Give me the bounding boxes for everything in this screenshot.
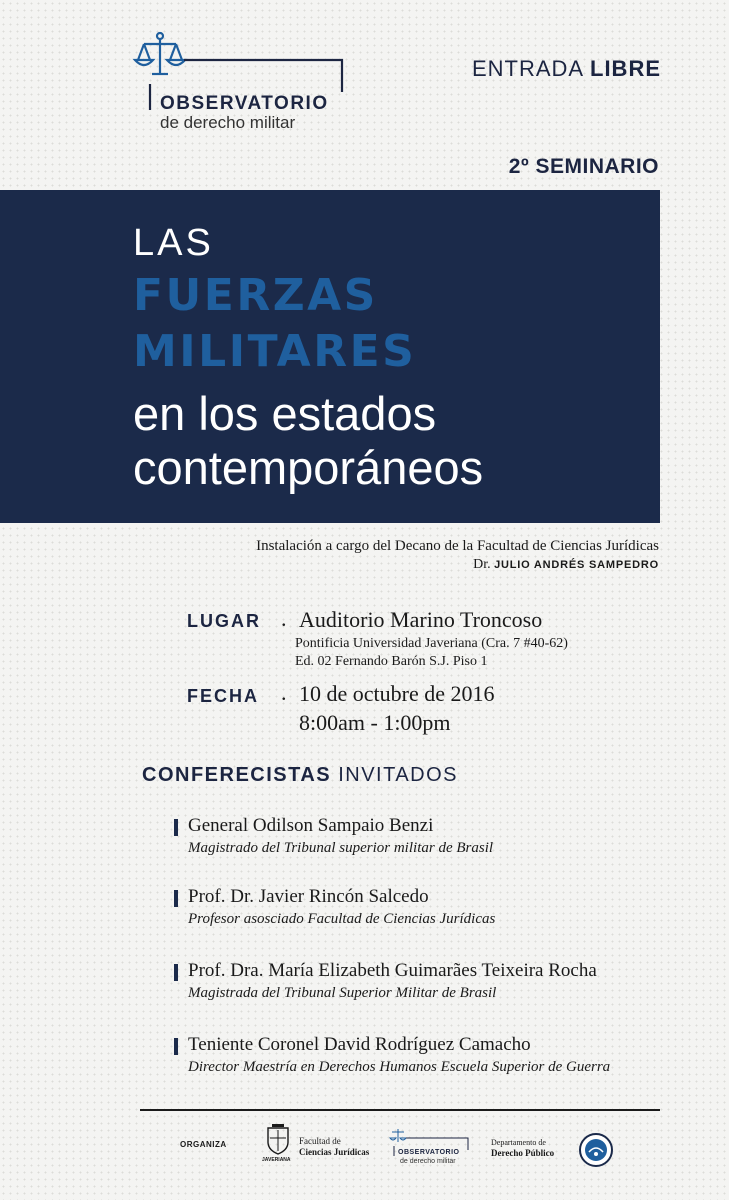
speaker-role: Director Maestría en Derechos Humanos Escuela Superior de Guerra <box>188 1059 611 1075</box>
speaker-name: Teniente Coronel David Rodríguez Camacho <box>188 1034 531 1055</box>
title-line-3: MILITARES <box>133 326 417 377</box>
title-line-2: FUERZAS <box>133 270 378 321</box>
speaker-bullet <box>174 890 178 907</box>
seminario-label: 2º SEMINARIO <box>508 155 659 178</box>
decano-prefix: Dr. <box>473 557 491 572</box>
speaker-bullet <box>174 1038 178 1055</box>
fecha-label: FECHA <box>187 686 259 706</box>
speaker-role: Magistrada del Tribunal Superior Militar de Brasil <box>188 985 497 1001</box>
facultad-line-1: Facultad de <box>299 1136 341 1146</box>
javeriana-crest-icon <box>262 1124 294 1158</box>
entrada-bold: LIBRE <box>590 56 661 81</box>
title-line-4: en los estados <box>133 387 437 440</box>
speaker-name: General Odilson Sampaio Benzi <box>188 815 434 836</box>
title-line-5: contemporáneos <box>133 441 484 494</box>
javeriana-wordmark: JAVERIANA <box>262 1157 291 1163</box>
departamento-text <box>491 1137 554 1159</box>
conferencistas-heading <box>142 764 458 787</box>
lugar-building: Ed. 02 Fernando Barón S.J. Piso 1 <box>295 654 488 669</box>
facultad-line-2: Ciencias Jurídicas <box>299 1147 370 1157</box>
fecha-time: 8:00am - 1:00pm <box>299 710 451 735</box>
derecho-publico-seal-icon <box>578 1132 614 1168</box>
title-line-1: LAS <box>133 222 214 264</box>
logo-subtitle: de derecho militar <box>160 113 296 132</box>
observatorio-small-name: OBSERVATORIO <box>398 1149 460 1156</box>
observatorio-small-sub: de derecho militar <box>400 1158 456 1165</box>
lugar-dot: . <box>281 606 287 631</box>
footer-divider <box>140 1109 660 1111</box>
organiza-label: ORGANIZA <box>180 1140 227 1149</box>
speaker-bullet <box>174 964 178 981</box>
logo-name: OBSERVATORIO <box>160 93 329 114</box>
departamento-line-2: Derecho Público <box>491 1148 555 1158</box>
speaker-role: Profesor asosciado Facultad de Ciencias Jurídicas <box>188 911 496 927</box>
facultad-text <box>299 1136 369 1158</box>
departamento-line-1: Departamento de <box>491 1138 546 1147</box>
speaker-bullet <box>174 819 178 836</box>
entrada-light: ENTRADA <box>471 56 583 81</box>
instalacion-text: Instalación a cargo del Decano de la Facultad de Ciencias Jurídicas <box>256 538 659 554</box>
lugar-place: Auditorio Marino Troncoso <box>299 607 543 632</box>
fecha-dot: . <box>281 680 287 705</box>
entrada-libre <box>472 56 661 82</box>
speaker-role: Magistrado del Tribunal superior militar de Brasil <box>188 840 494 856</box>
conferencistas-light: INVITADOS <box>338 764 459 786</box>
lugar-address: Pontificia Universidad Javeriana (Cra. 7 #40-62) <box>295 636 568 651</box>
speaker-name: Prof. Dr. Javier Rincón Salcedo <box>188 886 429 907</box>
speaker-name: Prof. Dra. María Elizabeth Guimarães Teixeira Rocha <box>188 960 597 981</box>
fecha-date: 10 de octubre de 2016 <box>299 681 495 706</box>
conferencistas-bold: CONFERECISTAS <box>142 764 332 786</box>
decano-name <box>473 557 659 573</box>
lugar-label: LUGAR <box>187 611 261 631</box>
decano-fullname: JULIO ANDRÉS SAMPEDRO <box>494 559 659 571</box>
